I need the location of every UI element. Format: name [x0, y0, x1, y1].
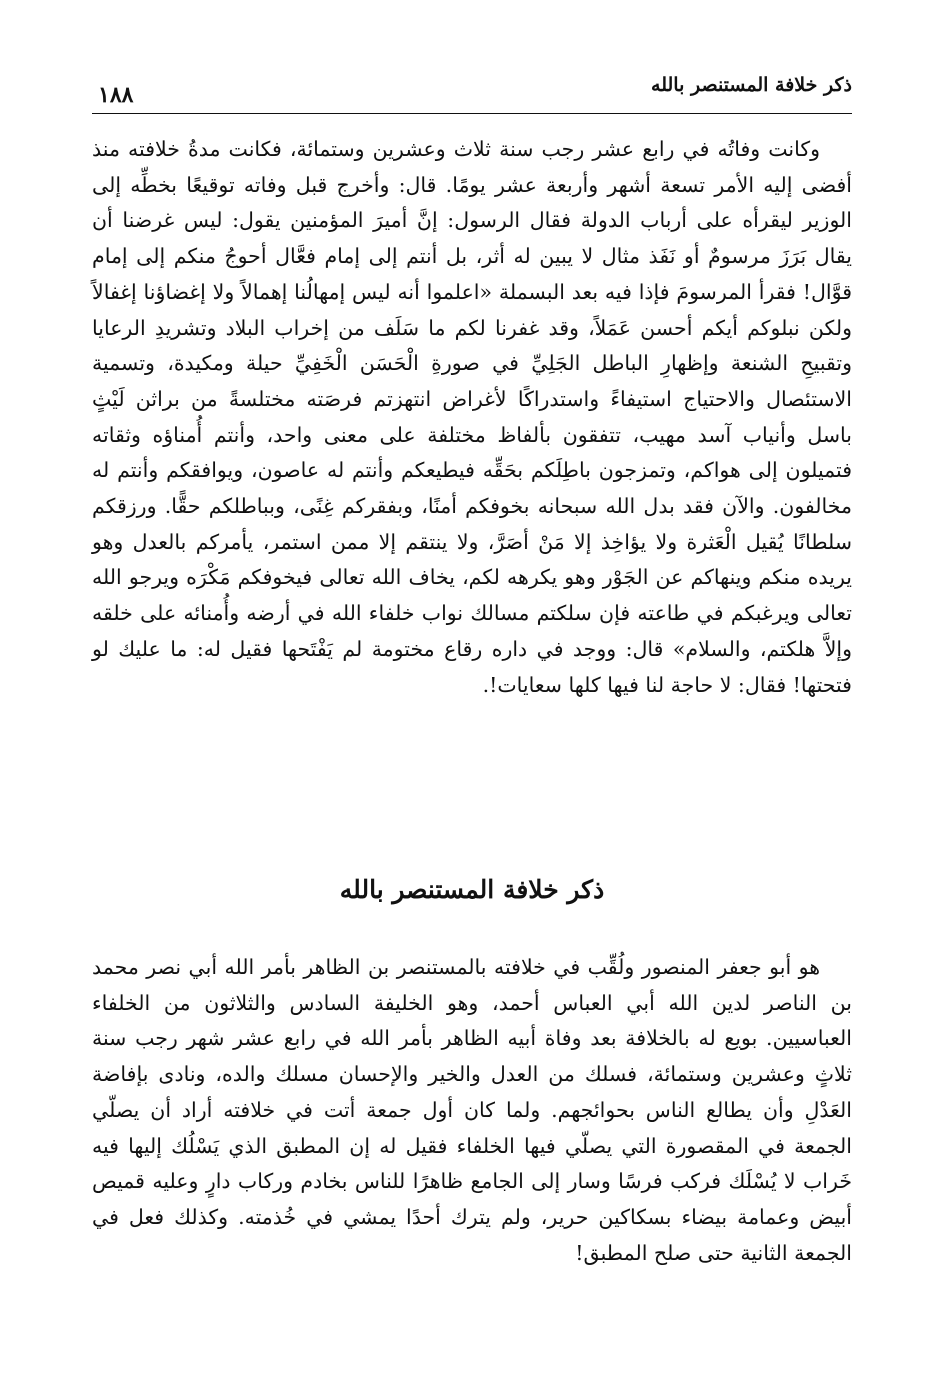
section-heading: ذكر خلافة المستنصر بالله — [339, 875, 605, 904]
page-number: ١٨٨ — [98, 82, 134, 108]
page-header — [92, 68, 852, 112]
paragraph-block-2 — [92, 950, 852, 1271]
header-rule — [92, 113, 852, 114]
paragraph: وكانت وفاتُه في رابع عشر رجب سنة ثلاث وعشرين وستمائة، فكانت مدةُ خلافته منذ أفضى إليه الأمر تسعة أشهر وأربعة عشر يومًا. قال: وأخرج قبل وفاته توقيعًا بخطِّه إلى الوزير ليقرأه على أرباب الدولة فقال الرسول: إنَّ أميرَ المؤمنين يقول: ليس غرضنا أن يقال بَرَزَ مرسومٌ أو نَفَذ مثال لا يبين له أثر، بل أنتم إلى إمام فعَّال أحوجُ منكم إلى إمام قوَّال! فقرأ المرسومَ فإذا فيه بعد البسملة «اعلموا أنه ليس إمهالُنا إهمالاً ولا إغضاؤنا إغفالاً ولكن نبلوكم أيكم أحسن عَمَلاً، وقد غفرنا لكم ما سَلَف من إخراب البلاد وتشريدِ الرعايا وتقبيحِ الشنعة وإظهارِ الباطل الجَلِيِّ في صورةِ الْحَسَن الْخَفِيِّ حيلة ومكيدة، وتسمية الاستئصال والاحتياج استيفاءً واستدراكًا لأغراض انتهزتم فرصَته مختلسةً من براثن لَيْثٍ باسل وأنياب آسد مهيب، تتفقون بألفاظ مختلفة على معنى واحد، وأنتم أُمناؤه وثقاته فتميلون إلى هواكم، وتمزجون باطِلَكم بحَقِّه فيطيعكم وأنتم له عاصون، ويوافقكم وأنتم له مخالفون. والآن فقد بدل الله سبحانه بخوفكم أمنًا، وبفقركم غِنًى، وبباطلكم حقًّا. ورزقكم سلطانًا يُقيل الْعَثرة ولا يؤاخِذ إلا مَنْ أصَرَّ، ولا ينتقم إلا ممن استمر، يأمركم بالعدل وهو يريده منكم وينهاكم عن الجَوْر وهو يكرهه لكم، يخاف الله تعالى فيخوفكم مَكْرَه ويرجو الله تعالى ويرغبكم في طاعته فإن سلكتم مسالك نواب خلفاء الله في أرضه وأُمنائه على خلقه وإلاَّ هلكتم، والسلام» قال: ووجد في داره رقاع مختومة لم يَفْتَحها فقيل له: ما عليك لو فتحتها! فقال: لا حاجة لنا فيها كلها سعايات!. — [92, 137, 852, 697]
paragraph-block-1 — [92, 132, 852, 703]
paragraph: هو أبو جعفر المنصور ولُقِّب في خلافته بالمستنصر بن الظاهر بأمر الله أبي نصر محمد بن الناصر لدين الله أبي العباس أحمد، وهو الخليفة السادس والثلاثون من الخلفاء العباسيين. بويع له بالخلافة بعد وفاة أبيه الظاهر بأمر الله في رابع عشر شهر رجب سنة ثلاثٍ وعشرين وستمائة، فسلك من العدل والخير والإحسان مسلك والده، ونادى بإفاضة العَدْلِ وأن يطالع الناس بحوائجهم. ولما كان أول جمعة أتت في خلافته أراد أن يصلّي الجمعة في المقصورة التي يصلّي فيها الخلفاء فقيل له إن المطبق الذي يَسْلُك إليها فيه خَراب لا يُسْلَك فركب فرسًا وسار إلى الجامع ظاهرًا للناس بخادم وركاب دارٍ وعليه قميص أبيض وعمامة بيضاء بسكاكين حرير، ولم يترك أحدًا يمشي في خُذمته. وكذلك فعل في الجمعة الثانية حتى صلح المطبق! — [92, 955, 852, 1265]
running-title: ذكر خلافة المستنصر بالله — [651, 74, 852, 96]
